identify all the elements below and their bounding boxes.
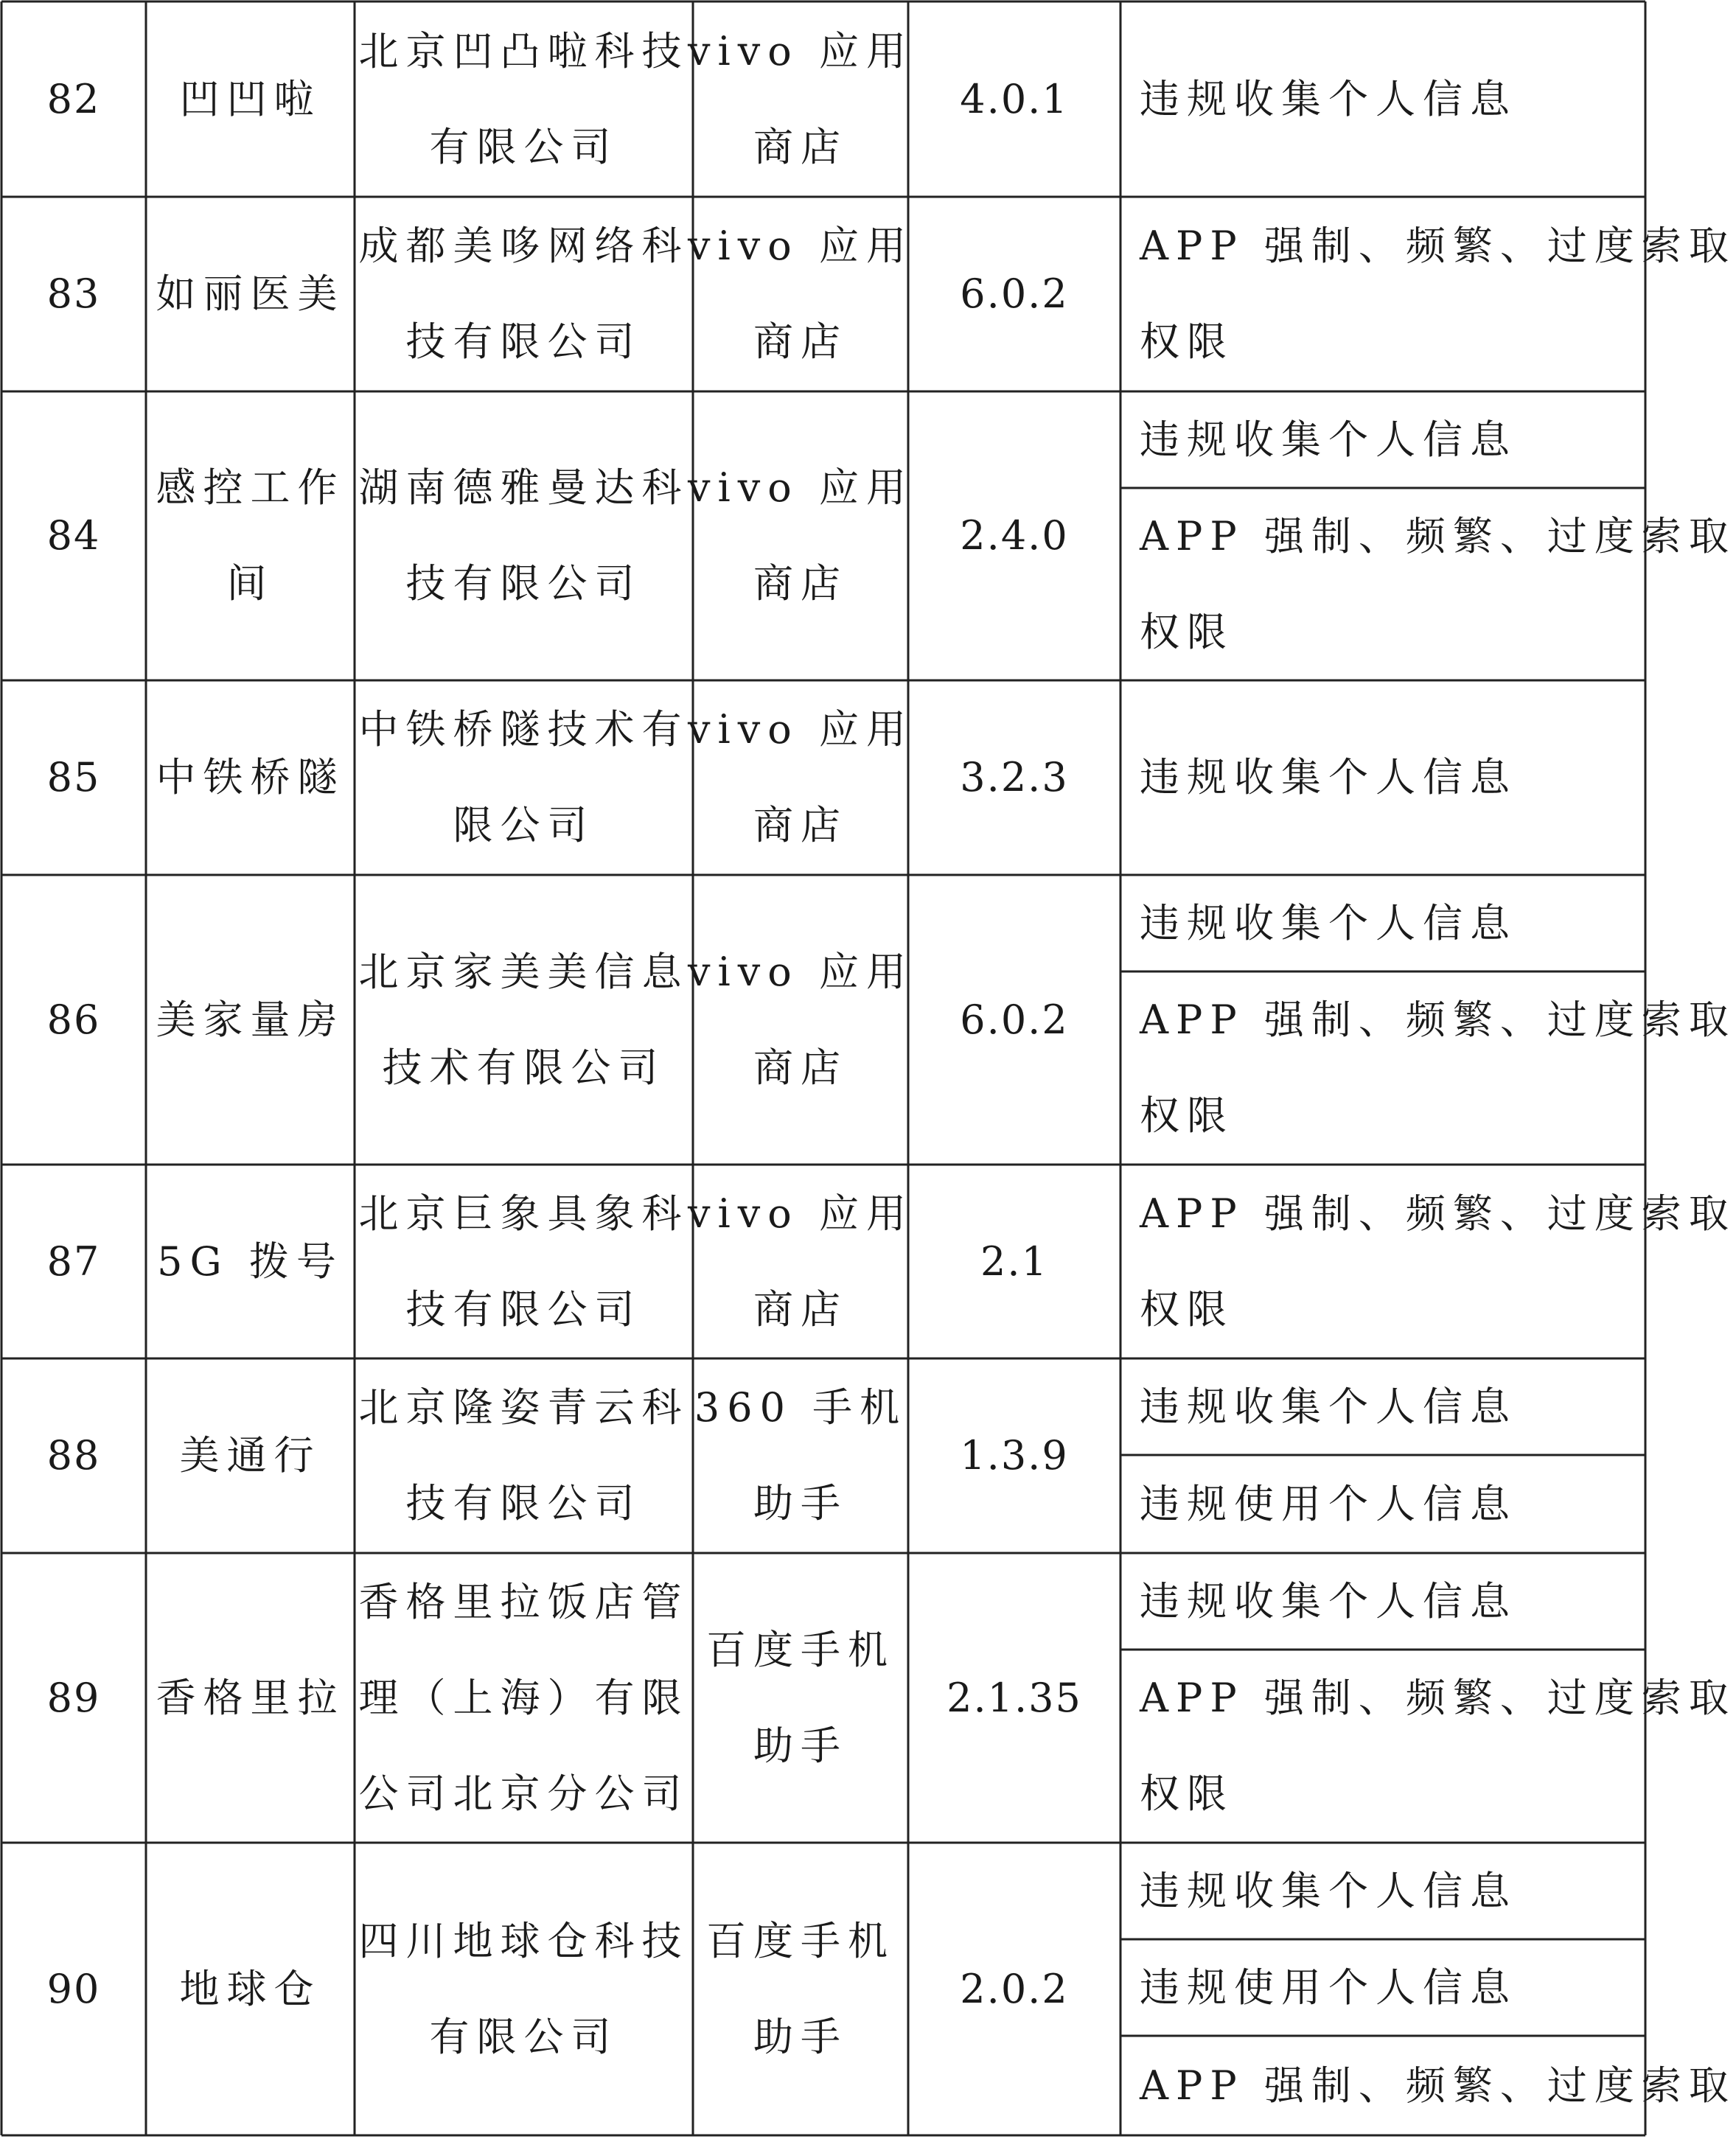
row-number-line: 84 xyxy=(46,512,101,559)
company-name xyxy=(355,391,693,680)
violation-issue xyxy=(1120,1455,1645,1553)
app-name xyxy=(146,391,355,680)
company-name-line: 香格里拉饭店管 xyxy=(358,1578,689,1625)
app-store-line: 商店 xyxy=(753,318,848,365)
row-number xyxy=(1,1,146,197)
app-name xyxy=(146,1843,355,2135)
company-name-line: 北京凹凸啦科技 xyxy=(358,27,689,74)
app-version xyxy=(908,1843,1120,2135)
violation-issue-line: 违规收集个人信息 xyxy=(1140,1867,1517,1914)
row-number xyxy=(1,197,146,391)
company-name-line: 理（上海）有限 xyxy=(358,1674,689,1721)
violation-issue xyxy=(1120,2036,1736,2135)
app-name xyxy=(146,1358,355,1553)
violation-issue xyxy=(1120,1843,1645,1939)
app-version-line: 3.2.3 xyxy=(960,754,1069,800)
app-version xyxy=(908,875,1120,1165)
company-name xyxy=(355,1358,693,1553)
app-version xyxy=(908,1,1120,197)
app-store-line: 助手 xyxy=(753,2013,848,2060)
app-version-line: 2.1 xyxy=(980,1238,1048,1285)
app-store xyxy=(688,197,913,391)
violation-issue-line: APP 强制、频繁、过度索取 xyxy=(1140,512,1736,559)
app-name xyxy=(146,875,355,1165)
row-number-line: 82 xyxy=(46,75,101,122)
violation-issue-line: 权限 xyxy=(1140,1092,1234,1139)
app-store xyxy=(688,1,913,197)
company-name-line: 技术有限公司 xyxy=(382,1044,666,1091)
app-name-line: 凹凹啦 xyxy=(179,75,321,122)
app-name-line: 如丽医美 xyxy=(156,271,345,317)
row-number xyxy=(1,1553,146,1843)
app-version-line: 1.3.9 xyxy=(960,1432,1069,1479)
row-number-line: 83 xyxy=(46,271,101,317)
company-name-line: 湖南德雅曼达科 xyxy=(358,464,689,511)
violation-issue xyxy=(1120,488,1736,680)
company-name xyxy=(355,197,693,391)
app-name xyxy=(146,1165,355,1358)
company-name-line: 成都美哆网络科 xyxy=(358,223,689,269)
violation-issue-line: 违规使用个人信息 xyxy=(1140,1964,1517,2011)
violation-issue xyxy=(1120,1165,1736,1358)
app-name xyxy=(146,197,355,391)
app-store xyxy=(688,1165,913,1358)
app-name-line: 感控工作 xyxy=(156,464,345,511)
app-version-line: 2.1.35 xyxy=(947,1674,1082,1721)
row-number-line: 89 xyxy=(46,1674,101,1721)
app-store xyxy=(693,1843,908,2135)
company-name-line: 技有限公司 xyxy=(405,1480,642,1526)
company-name-line: 有限公司 xyxy=(429,2013,618,2060)
violation-issue-line: 违规使用个人信息 xyxy=(1140,1480,1517,1527)
company-name-line: 技有限公司 xyxy=(405,318,642,365)
company-name-line: 技有限公司 xyxy=(405,1285,642,1333)
app-store xyxy=(693,1358,908,1553)
app-store-line: 百度手机 xyxy=(706,1917,895,1964)
violation-issue xyxy=(1120,1939,1645,2036)
company-name-line: 中铁桥隧技术有 xyxy=(358,706,689,753)
violation-issue-line: APP 强制、频繁、过度索取 xyxy=(1140,223,1736,269)
row-number-line: 87 xyxy=(46,1238,101,1285)
violation-issue-line: 权限 xyxy=(1140,608,1234,655)
app-version xyxy=(908,1553,1120,1843)
row-number-line: 86 xyxy=(46,996,101,1043)
app-name-line: 间 xyxy=(226,560,274,607)
violation-issue-line: APP 强制、频繁、过度索取 xyxy=(1140,1675,1736,1721)
violation-issue xyxy=(1120,391,1645,488)
violation-issue-line: 违规收集个人信息 xyxy=(1140,899,1517,946)
company-name xyxy=(355,1843,693,2135)
company-name-line: 北京隆姿青云科 xyxy=(358,1384,689,1431)
company-name xyxy=(355,1553,693,1843)
app-store-line: 商店 xyxy=(753,1285,848,1333)
violation-issue xyxy=(1120,1358,1645,1455)
app-store-line: 百度手机 xyxy=(706,1626,895,1673)
row-number xyxy=(1,1165,146,1358)
company-name-line: 北京巨象具象科 xyxy=(358,1190,689,1237)
app-store-line: 商店 xyxy=(753,1044,848,1091)
row-number xyxy=(1,1843,146,2135)
app-name-line: 美家量房 xyxy=(156,996,345,1043)
violation-issue-line: 违规收集个人信息 xyxy=(1140,1383,1517,1430)
app-store xyxy=(688,391,913,680)
company-name xyxy=(355,1165,693,1358)
app-store-line: vivo 应用 xyxy=(688,464,913,511)
violation-issue xyxy=(1120,875,1645,971)
app-name-line: 中铁桥隧 xyxy=(156,754,345,800)
company-name xyxy=(355,680,693,875)
app-version xyxy=(908,391,1120,680)
row-number xyxy=(1,1358,146,1553)
violation-issue-line: APP 强制、频繁、过度索取 xyxy=(1140,2062,1736,2109)
app-store-line: 商店 xyxy=(753,123,848,170)
company-name-line: 四川地球仓科技 xyxy=(358,1917,689,1964)
app-store-line: vivo 应用 xyxy=(688,223,913,269)
violation-issue-line: APP 强制、频繁、过度索取 xyxy=(1140,1190,1736,1237)
violation-issue-line: 权限 xyxy=(1140,318,1234,365)
violation-issue xyxy=(1120,680,1645,875)
app-version-line: 4.0.1 xyxy=(960,75,1069,122)
violation-issue-line: 权限 xyxy=(1140,1285,1234,1333)
violation-issue xyxy=(1120,1650,1736,1843)
app-version-line: 2.4.0 xyxy=(960,512,1069,559)
app-store-line: vivo 应用 xyxy=(688,706,913,753)
app-name xyxy=(146,680,355,875)
app-name-line: 香格里拉 xyxy=(156,1674,345,1721)
app-version-line: 6.0.2 xyxy=(960,271,1069,317)
app-store-line: 商店 xyxy=(753,560,848,607)
app-store xyxy=(688,680,913,875)
violation-issue-line: 违规收集个人信息 xyxy=(1140,75,1517,122)
app-store-line: 360 手机 xyxy=(694,1384,907,1431)
violation-issue xyxy=(1120,1,1645,197)
app-name-line: 美通行 xyxy=(179,1432,321,1479)
app-store-line: 助手 xyxy=(753,1480,848,1526)
app-store-line: 助手 xyxy=(753,1722,848,1769)
row-number-line: 88 xyxy=(46,1432,101,1479)
violation-issue xyxy=(1120,197,1736,391)
app-version xyxy=(908,680,1120,875)
app-name xyxy=(146,1553,355,1843)
app-store-line: vivo 应用 xyxy=(688,948,913,995)
violation-issue xyxy=(1120,971,1736,1165)
company-name-line: 北京家美美信息 xyxy=(358,948,689,995)
violation-issue xyxy=(1120,1553,1645,1650)
company-name-line: 技有限公司 xyxy=(405,560,642,607)
app-name-line: 地球仓 xyxy=(179,1965,321,2012)
company-name-line: 限公司 xyxy=(453,802,595,848)
row-number-line: 85 xyxy=(46,754,101,800)
row-number xyxy=(1,680,146,875)
app-store-line: vivo 应用 xyxy=(688,27,913,74)
app-store xyxy=(688,875,913,1165)
violation-issue-line: 权限 xyxy=(1140,1770,1234,1817)
violation-issue-line: APP 强制、频繁、过度索取 xyxy=(1140,997,1736,1043)
row-number xyxy=(1,875,146,1165)
app-version-line: 6.0.2 xyxy=(960,996,1069,1043)
app-version xyxy=(908,1165,1120,1358)
company-name xyxy=(355,875,693,1165)
app-name xyxy=(146,1,355,197)
app-version-line: 2.0.2 xyxy=(960,1965,1069,2012)
app-store xyxy=(693,1553,908,1843)
company-name xyxy=(355,1,693,197)
app-name-line: 5G 拨号 xyxy=(157,1238,344,1285)
app-version xyxy=(908,1358,1120,1553)
violation-issue-line: 违规收集个人信息 xyxy=(1140,1577,1517,1625)
company-name-line: 有限公司 xyxy=(429,123,618,170)
row-number-line: 90 xyxy=(46,1965,101,2012)
app-version xyxy=(908,197,1120,391)
row-number xyxy=(1,391,146,680)
app-store-line: 商店 xyxy=(753,802,848,848)
violation-issue-line: 违规收集个人信息 xyxy=(1140,416,1517,463)
violation-issue-line: 违规收集个人信息 xyxy=(1140,754,1517,800)
company-name-line: 公司北京分公司 xyxy=(358,1770,689,1817)
app-store-line: vivo 应用 xyxy=(688,1190,913,1237)
